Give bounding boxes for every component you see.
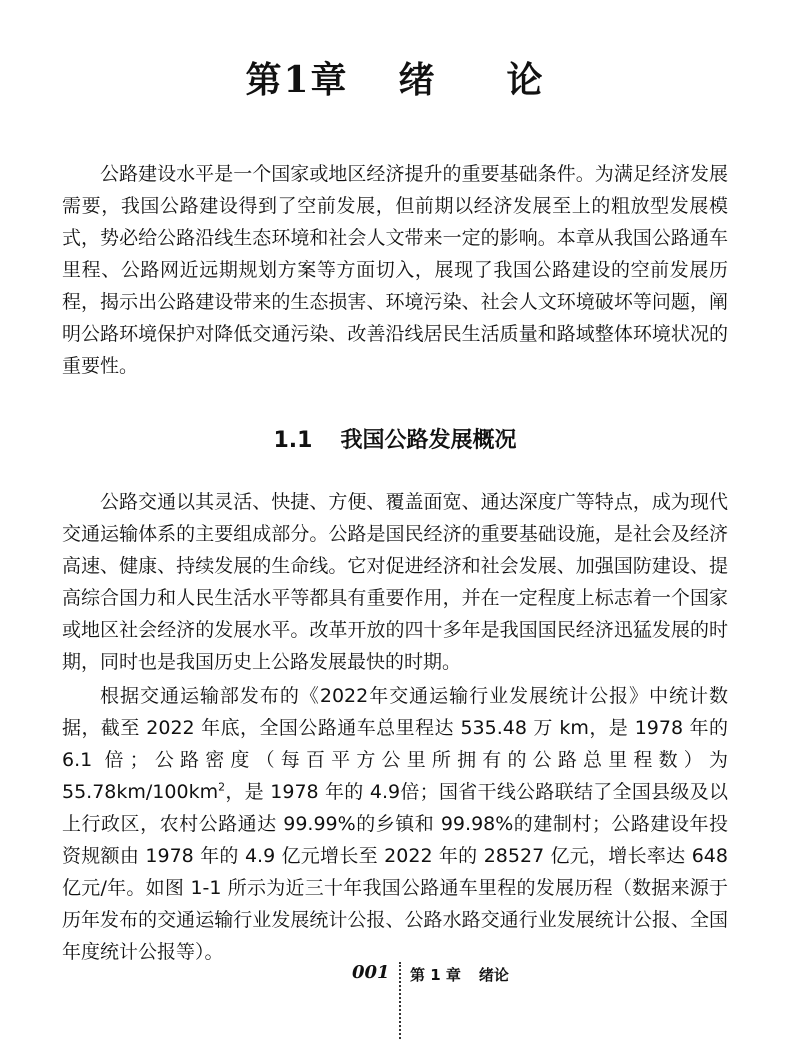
chapter-prefix: 第	[245, 59, 284, 101]
chapter-word-2: 论	[506, 59, 545, 101]
intro-paragraph: 公路建设水平是一个国家或地区经济提升的重要基础条件。为满足经济发展需要，我国公路建设得到了空前发展，但前期以经济发展至上的粗放型发展模式，势必给公路沿线生态环境和社会人文带来一定的影响。本章从我国公路通车里程、公路网近远期规划方案等方面切入，展现了我国公路建设的空前发展历程，揭示出公路建设带来的生态损害、环境污染、社会人文环境破坏等问题，阐明公路环境保护对降低交通污染、改善沿线居民生活质量和路域整体环境状况的重要性。	[62, 163, 728, 377]
running-head-chapter: 第 1 章	[410, 966, 461, 984]
section-heading	[0, 423, 790, 454]
footer-divider	[399, 962, 401, 1039]
chapter-word-1: 绪	[398, 59, 437, 101]
page-number: 001	[352, 962, 390, 983]
running-head-title: 绪论	[478, 966, 509, 984]
chapter-title	[0, 52, 790, 103]
section-number: 1.1	[273, 428, 313, 453]
body-paragraph-2: 公路交通以其灵活、快捷、方便、覆盖面宽、通达深度广等特点，成为现代交通运输体系的主要组成部分。公路是国民经济的重要基础设施，是社会及经济高速、健康、持续发展的生命线。它对促进经济和社会发展、加强国防建设、提高综合国力和人民生活水平等都具有重要作用，并在一定程度上标志着一个国家或地区社会经济的发展水平。改革开放的四十多年是我国国民经济迅猛发展的时期，同时也是我国历史上公路发展最快的时期。	[62, 491, 728, 673]
paragraph-3-part-2: ，是 1978 年的 4.9倍；国省干线公路联结了全国县级及以上行政区，农村公路通达 99.99%的乡镇和 99.98%的建制村；公路建设年投资规额由 1978 年的 4.9 亿元增长至 2022 年的 28527 亿元，增长率达 648 亿元/年。如图 1-1 所示为近三十年我国公路通车里程的发展历程（数据来源于历年发布的交通运输行业发展统计公报、公路水路交通行业发展统计公报、全国年度统计公报等）。	[62, 781, 728, 963]
superscript-2: 2	[218, 780, 226, 794]
running-head	[410, 964, 509, 985]
chapter-suffix: 章	[310, 59, 349, 101]
chapter-number: 1	[283, 59, 311, 101]
paragraph-3-part-1: 根据交通运输部发布的《2022年交通运输行业发展统计公报》中统计数据，截至 2022 年底，全国公路通车总里程达 535.48 万 km，是 1978 年的 6.1 倍；公路密度（每百平方公里所拥有的公路总里程数）为 55.78km/100km	[62, 685, 728, 803]
page-footer	[0, 962, 790, 1039]
section-title: 我国公路发展概况	[340, 428, 517, 453]
body-paragraph-3	[62, 680, 728, 968]
